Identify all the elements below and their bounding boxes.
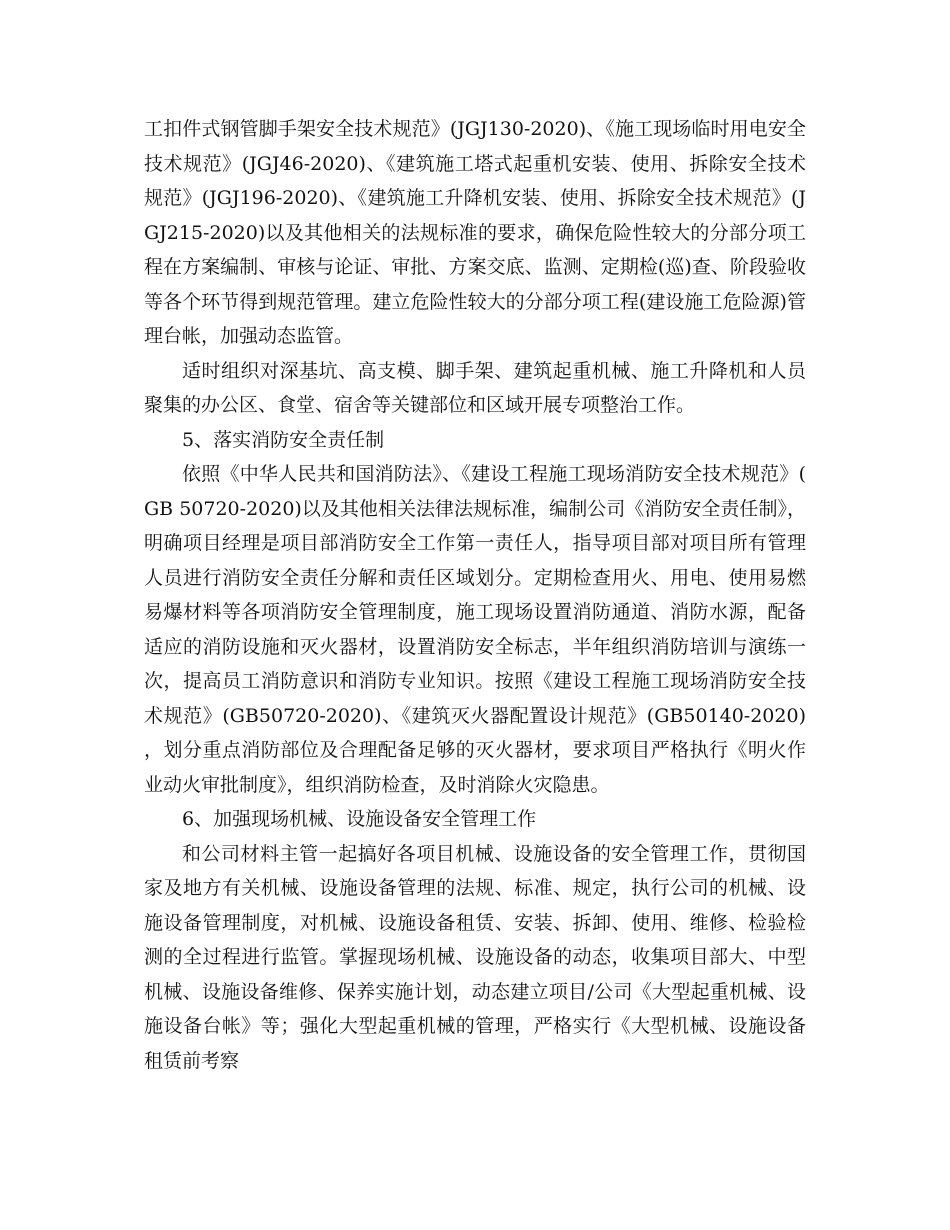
paragraph-special-rectification: 适时组织对深基坑、高支模、脚手架、建筑起重机械、施工升降机和人员聚集的办公区、食堂、宿舍等关键部位和区域开展专项整治工作。 [144,359,806,416]
document-body [144,112,806,1078]
section-heading-machinery-safety: 6、加强现场机械、设施设备安全管理工作 [182,808,537,830]
paragraph-fire-safety: 依照《中华人民共和国消防法》、《建设工程施工现场消防安全技术规范》(GB 50720-2020)以及其他相关法律法规标准，编制公司《消防安全责任制》，明确项目经理是项目部消防安全工作第一责任人，指导项目部对项目所有管理人员进行消防安全责任分解和责任区域划分。定期检查用火、用电、使用易燃易爆材料等各项消防安全管理制度，施工现场设置消防通道、消防水源，配备适应的消防设施和灭火器材，设置消防安全标志，半年组织消防培训与演练一次，提高员工消防意识和消防专业知识。按照《建设工程施工现场消防安全技术规范》(GB50720-2020)、《建筑灭火器配置设计规范》(GB50140-2020)，划分重点消防部位及合理配备足够的灭火器材，要求项目严格执行《明火作业动火审批制度》，组织消防检查，及时消除火灾隐患。 [144,463,806,796]
section-heading-fire-safety: 5、落实消防安全责任制 [182,428,385,451]
paragraph-machinery-safety: 和公司材料主管一起搞好各项目机械、设施设备的安全管理工作，贯彻国家及地方有关机械、设施设备管理的法规、标准、规定，执行公司的机械、设施设备管理制度，对机械、设施设备租赁、安装、拆卸、使用、维修、检验检测的全过程进行监管。掌握现场机械、设施设备的动态，收集项目部大、中型机械、设施设备维修、保养实施计划，动态建立项目/公司《大型起重机械、设施设备台帐》等；强化大型起重机械的管理，严格实行《大型机械、设施设备租赁前考察 [144,842,806,1072]
paragraph-safety-regulations: 工扣件式钢管脚手架安全技术规范》(JGJ130-2020)、《施工现场临时用电安全技术规范》(JGJ46-2020)、《建筑施工塔式起重机安装、使用、拆除安全技术规范》(JGJ196-2020)、《建筑施工升降机安装、使用、拆除安全技术规范》(JGJ215-2020)以及其他相关的法规标准的要求，确保危险性较大的分部分项工程在方案编制、审核与论证、审批、方案交底、监测、定期检(巡)查、阶段验收等各个环节得到规范管理。建立危险性较大的分部分项工程(建设施工危险源)管理台帐，加强动态监管。 [144,118,806,347]
